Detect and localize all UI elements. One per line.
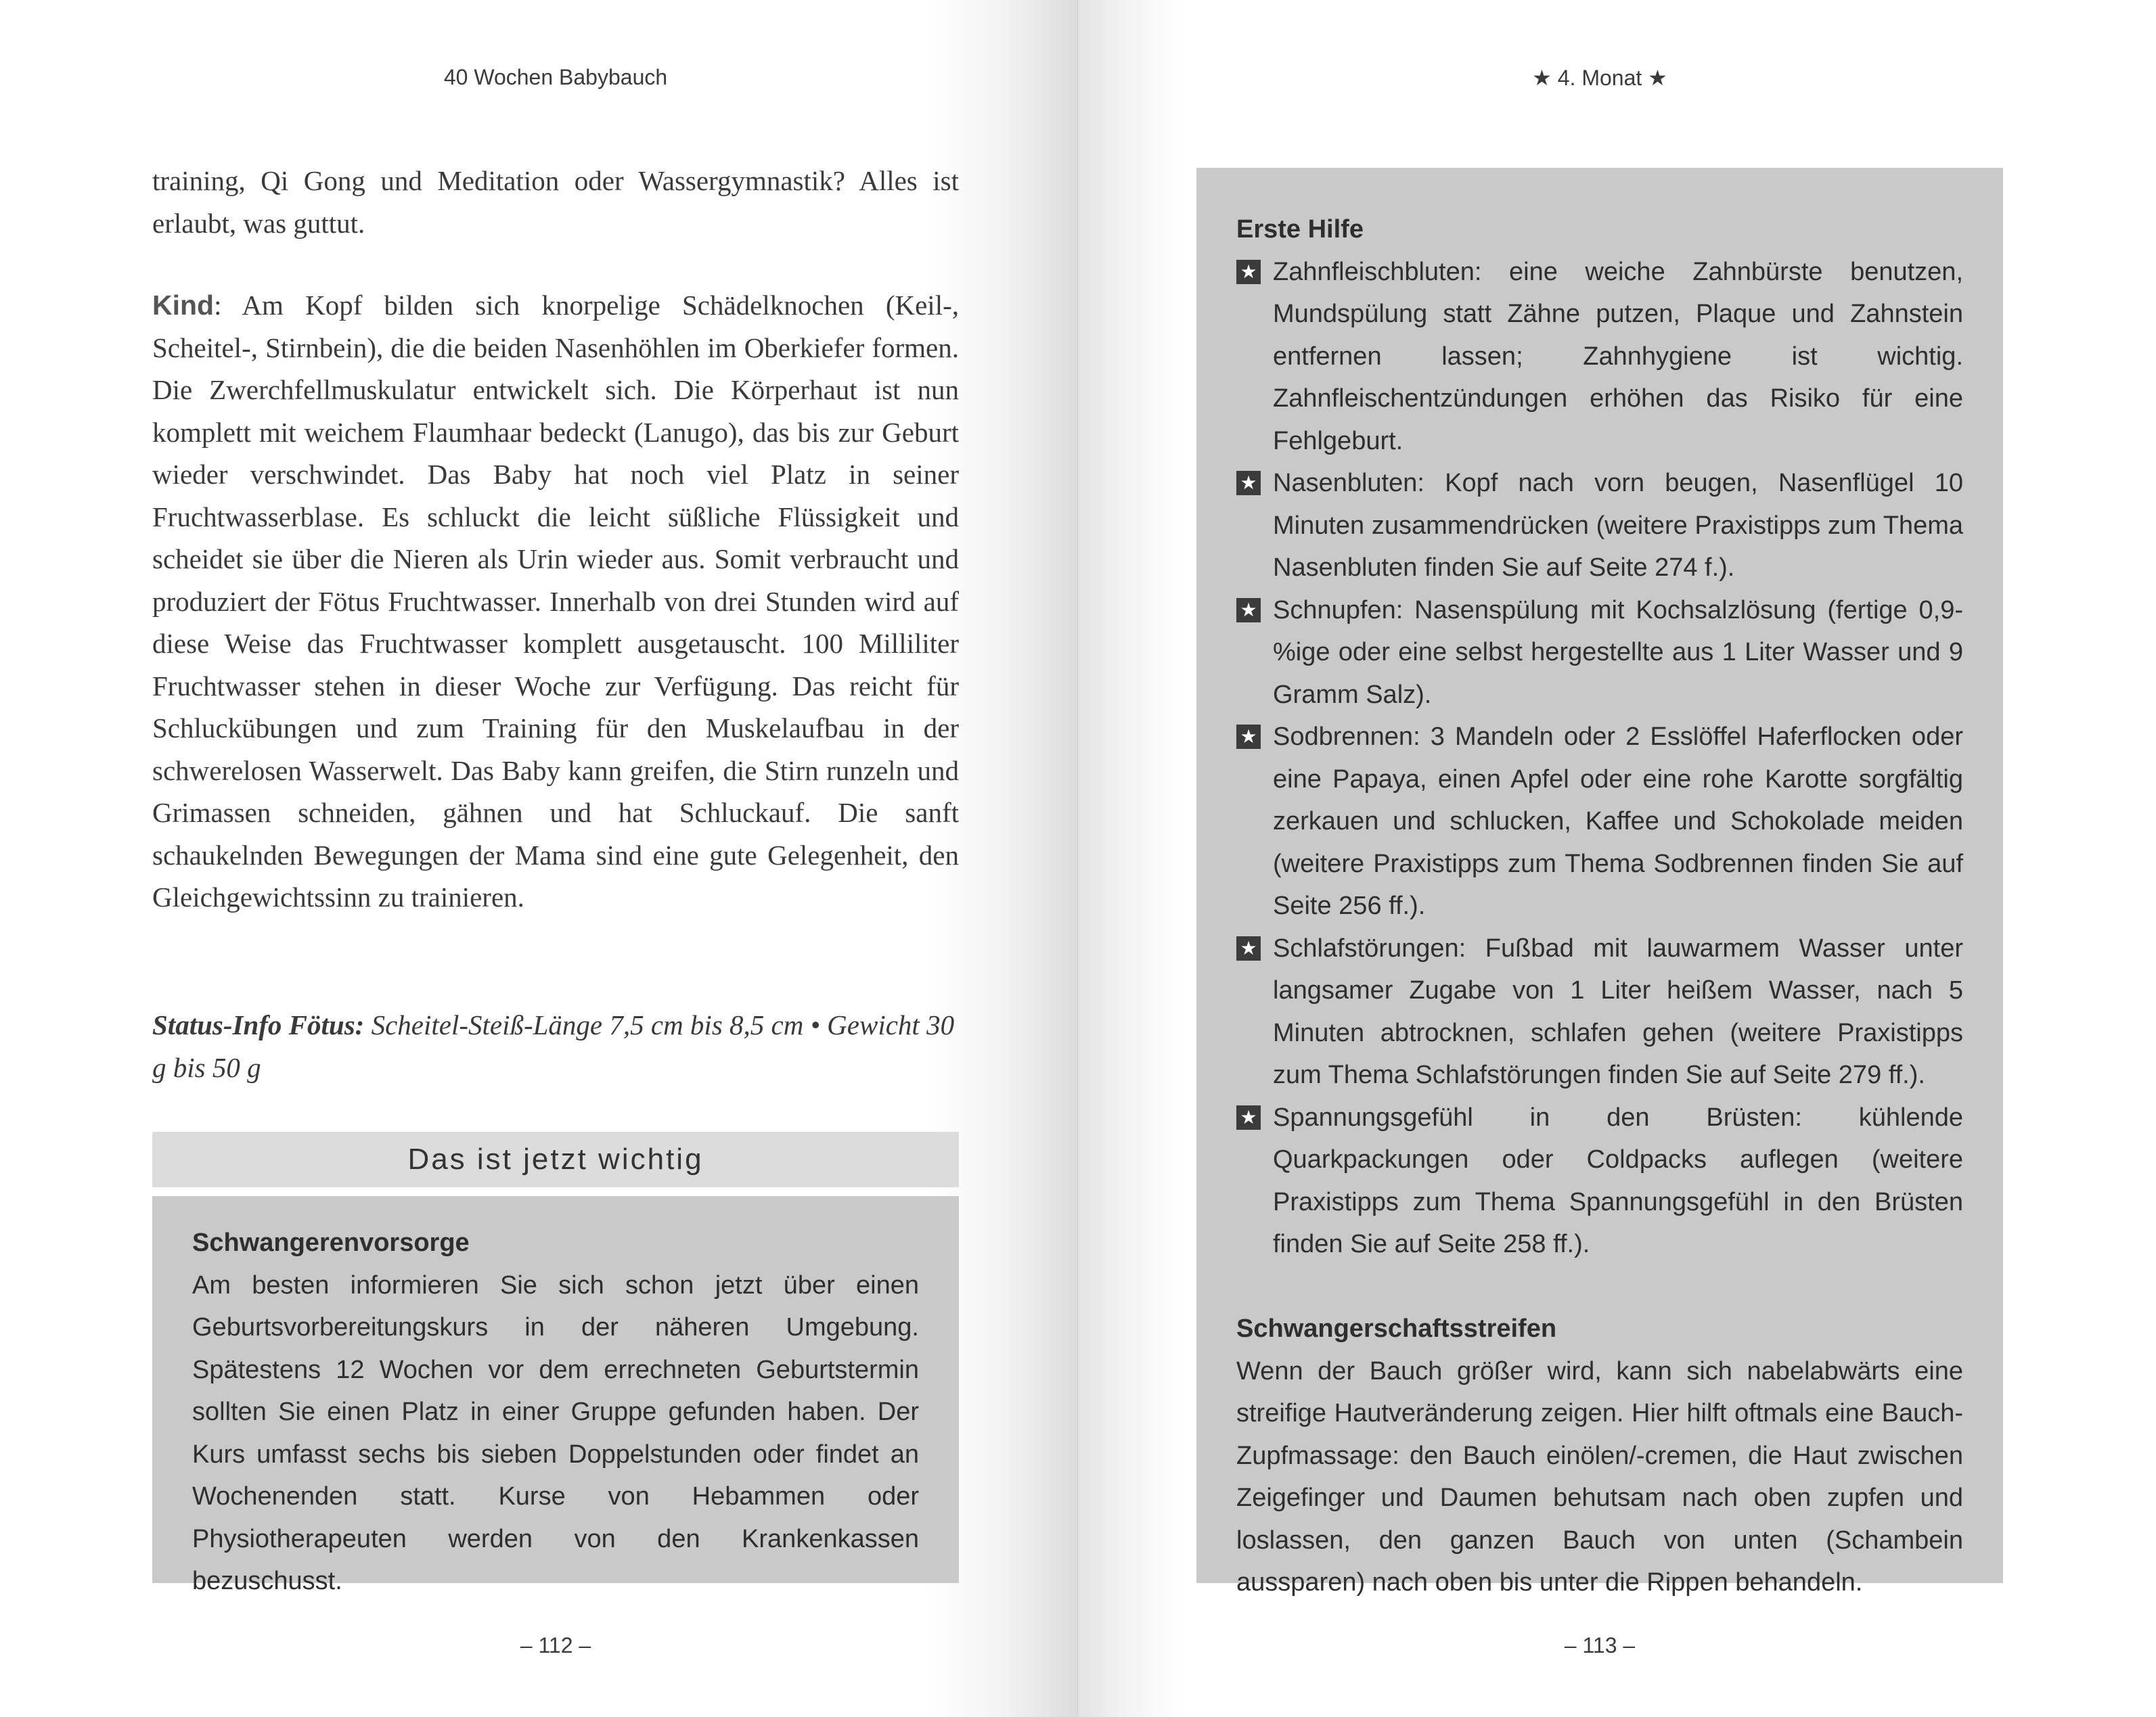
schwangerenvorsorge-box xyxy=(152,1196,959,1595)
list-item-text: Schlafstörungen: Fußbad mit lauwarmem Wasser unter langsamer Zugabe von 1 Liter heißem Wasser, nach 5 Minuten abtrocknen, schlafen gehen (weitere Praxistipps zum Thema Schlafstörungen finden Sie auf Seite 279 ff.). xyxy=(1273,934,1963,1089)
star-box-icon: ★ xyxy=(1236,936,1261,961)
status-info-block xyxy=(152,1004,959,1089)
erste-hilfe-content xyxy=(1236,208,1963,1604)
erste-hilfe-box xyxy=(1196,168,2003,1597)
right-page xyxy=(1078,0,2156,1717)
running-head-left: 40 Wochen Babybauch xyxy=(443,65,668,89)
kind-text: : Am Kopf bilden sich knorpelige Schädelknochen (Keil-, Scheitel-, Stirnbein), die die beiden Nasenhöhlen im Oberkiefer formen. Die Zwerchfellmuskulatur entwickelt sich. Die Körperhaut ist nun komplett mit weichem Flaumhaar bedeckt (Lanugo), das bis zur Geburt wieder verschwindet. Das Baby hat noch viel Platz in seiner Fruchtwasserblase. Es schluckt die leicht süßliche Flüssigkeit und scheidet sie über die Nieren als Urin wieder aus. Somit verbraucht und produziert der Fötus Fruchtwasser. Innerhalb von drei Stunden wird auf diese Weise das Fruchtwasser komplett ausgetauscht. 100 Milliliter Fruchtwasser stehen in dieser Woche zur Verfügung. Das reicht für Schluckübungen und zum Training für den Muskelaufbau in der schwerelosen Wasserwelt. Das Baby kann greifen, die Stirn runzeln und Grimassen schneiden, gähnen und hat Schluckauf. Die sanft schaukelnden Bewegungen der Mama sind eine gute Gelegenheit, den Gleichgewichtssinn zu trainieren. xyxy=(152,290,959,913)
status-info xyxy=(152,1004,959,1089)
list-item xyxy=(1236,589,1963,716)
list-item-text: Sodbrennen: 3 Mandeln oder 2 Esslöffel Haferflocken oder eine Papaya, einen Apfel oder eine rohe Karotte sorgfältig zerkauen und schlucken, Kaffee und Schokolade meiden (weitere Praxistipps zum Thema Sodbrennen finden Sie auf Seite 256 ff.). xyxy=(1273,723,1963,920)
list-item xyxy=(1236,251,1963,463)
running-head-right: ★ 4. Monat ★ xyxy=(1532,66,1667,90)
star-box-icon: ★ xyxy=(1236,1105,1261,1130)
erste-hilfe-list xyxy=(1236,251,1963,1266)
schwangerenvorsorge-text: Am besten informieren Sie sich schon jetzt über einen Geburtsvorbereitungskurs in der näheren Umgebung. Spätestens 12 Wochen vor dem errechneten Geburtstermin sollten Sie einen Platz in einer Gruppe gefunden haben. Der Kurs umfasst sechs bis sieben Doppelstunden oder findet an Wochenenden statt. Kurse von Hebammen oder Physiotherapeuten werden von den Krankenkassen bezuschusst. xyxy=(192,1270,919,1595)
list-item xyxy=(1236,716,1963,928)
intro-paragraph-block xyxy=(152,160,959,244)
section-gap xyxy=(1236,1266,1963,1308)
section-header-wichtig: Das ist jetzt wichtig xyxy=(152,1132,959,1187)
list-item xyxy=(1236,1097,1963,1266)
list-item xyxy=(1236,462,1963,589)
list-item xyxy=(1236,928,1963,1097)
schwangerenvorsorge-title: Schwangerenvorsorge xyxy=(192,1229,470,1257)
kind-label: Kind xyxy=(152,290,215,321)
status-text: Scheitel-Steiß-Länge 7,5 cm bis 8,5 cm • Gewicht 30 g bis 50 g xyxy=(152,1009,955,1083)
intro-paragraph: training, Qi Gong und Meditation oder Wassergymnastik? Alles ist erlaubt, was guttut. xyxy=(152,165,959,239)
list-item-text: Schnupfen: Nasenspülung mit Kochsalzlösung (fertige 0,9-%ige oder eine selbst hergestellte aus 1 Liter Wasser und 9 Gramm Salz). xyxy=(1273,595,1963,709)
streifen-text: Wenn der Bauch größer wird, kann sich nabelabwärts eine streifige Hautveränderung zeigen. Hier hilft oftmals eine Bauch-Zupfmassage: den Bauch einölen/-cremen, die Haut zwischen Zeigefinger und Daumen behutsam nach oben zupfen und loslassen, den ganzen Bauch von unten (Schambein aussparen) nach oben bis unter die Rippen behandeln. xyxy=(1236,1356,1963,1597)
kind-paragraph-block xyxy=(152,284,959,919)
kind-paragraph xyxy=(152,284,959,919)
list-item-text: Spannungsgefühl in den Brüsten: kühlende Quarkpackungen oder Coldpacks auflegen (weitere Praxistipps zum Thema Spannungsgefühl in den Brüsten finden Sie auf Seite 258 ff.). xyxy=(1273,1103,1963,1258)
star-box-icon: ★ xyxy=(1236,260,1261,284)
page-number-left: – 112 – xyxy=(520,1633,591,1657)
erste-hilfe-title: Erste Hilfe xyxy=(1236,215,1364,244)
star-box-icon: ★ xyxy=(1236,725,1261,749)
status-label: Status-Info Fötus: xyxy=(152,1009,365,1040)
schwangerenvorsorge-content xyxy=(192,1222,919,1603)
page-number-right: – 113 – xyxy=(1564,1633,1636,1657)
list-item-text: Nasenbluten: Kopf nach vorn beugen, Nasenflügel 10 Minuten zusammendrücken (weitere Praxistipps zum Thema Nasenbluten finden Sie auf Seite 274 f.). xyxy=(1273,469,1963,582)
streifen-title: Schwangerschaftsstreifen xyxy=(1236,1314,1557,1343)
star-box-icon: ★ xyxy=(1236,598,1261,622)
star-box-icon: ★ xyxy=(1236,471,1261,495)
list-item-text: Zahnfleischbluten: eine weiche Zahnbürste benutzen, Mundspülung statt Zähne putzen, Plaque und Zahnstein entfernen lassen; Zahnhygiene ist wichtig. Zahnfleischentzündungen erhöhen das Risiko für eine Fehlgeburt. xyxy=(1273,257,1963,455)
